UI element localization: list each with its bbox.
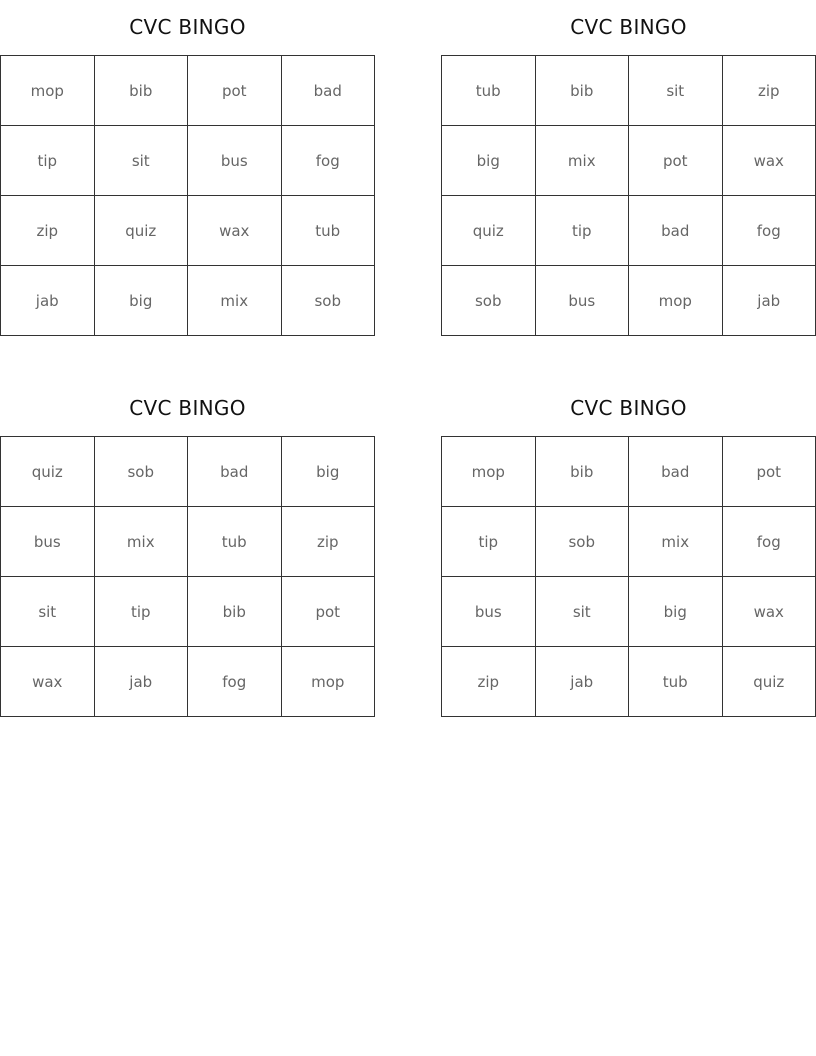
bingo-cell: sit bbox=[629, 56, 723, 126]
card-title: CVC BINGO bbox=[570, 15, 687, 39]
bingo-grid bbox=[441, 55, 816, 336]
bingo-cell: bad bbox=[629, 437, 723, 507]
bingo-grid bbox=[0, 55, 375, 336]
bingo-cell: quiz bbox=[723, 647, 816, 717]
bingo-cell: fog bbox=[723, 507, 816, 577]
bingo-cell: zip bbox=[723, 56, 816, 126]
bingo-cell: big bbox=[629, 577, 723, 647]
bingo-cell: mix bbox=[188, 266, 282, 336]
bingo-card-3 bbox=[0, 381, 375, 717]
bingo-cell: mop bbox=[282, 647, 376, 717]
bingo-cell: jab bbox=[95, 647, 189, 717]
bingo-cell: mix bbox=[629, 507, 723, 577]
bingo-cell: tip bbox=[95, 577, 189, 647]
bingo-grid bbox=[0, 436, 375, 717]
bingo-cell: tub bbox=[188, 507, 282, 577]
bingo-cell: quiz bbox=[1, 437, 95, 507]
bingo-cell: sob bbox=[442, 266, 536, 336]
bingo-cell: bus bbox=[188, 126, 282, 196]
bingo-cell: zip bbox=[282, 507, 376, 577]
bingo-cell: jab bbox=[536, 647, 630, 717]
bingo-cell: quiz bbox=[442, 196, 536, 266]
bingo-cell: pot bbox=[188, 56, 282, 126]
bingo-card-2 bbox=[441, 0, 816, 336]
bingo-cell: tub bbox=[629, 647, 723, 717]
bingo-cell: sit bbox=[1, 577, 95, 647]
bingo-cell: bad bbox=[188, 437, 282, 507]
bingo-cell: tub bbox=[442, 56, 536, 126]
bingo-cell: zip bbox=[442, 647, 536, 717]
bingo-cell: mop bbox=[629, 266, 723, 336]
bingo-cell: fog bbox=[723, 196, 816, 266]
bingo-cell: zip bbox=[1, 196, 95, 266]
bingo-cell: bib bbox=[536, 437, 630, 507]
bingo-cell: big bbox=[442, 126, 536, 196]
bingo-cell: tip bbox=[536, 196, 630, 266]
bingo-cell: wax bbox=[1, 647, 95, 717]
bingo-cell: pot bbox=[282, 577, 376, 647]
card-title: CVC BINGO bbox=[129, 396, 246, 420]
bingo-cell: sob bbox=[282, 266, 376, 336]
bingo-cell: bib bbox=[95, 56, 189, 126]
bingo-cell: jab bbox=[1, 266, 95, 336]
bingo-cell: big bbox=[282, 437, 376, 507]
bingo-cell: sit bbox=[536, 577, 630, 647]
bingo-cell: mop bbox=[442, 437, 536, 507]
card-title: CVC BINGO bbox=[570, 396, 687, 420]
bingo-cell: tip bbox=[442, 507, 536, 577]
bingo-cell: bib bbox=[188, 577, 282, 647]
bingo-cell: fog bbox=[282, 126, 376, 196]
bingo-cell: sob bbox=[536, 507, 630, 577]
bingo-cell: mix bbox=[95, 507, 189, 577]
bingo-cell: sob bbox=[95, 437, 189, 507]
bingo-cell: mix bbox=[536, 126, 630, 196]
bingo-cell: pot bbox=[629, 126, 723, 196]
bingo-cell: bad bbox=[282, 56, 376, 126]
bingo-cell: bus bbox=[536, 266, 630, 336]
bingo-cell: pot bbox=[723, 437, 816, 507]
bingo-cell: wax bbox=[188, 196, 282, 266]
bingo-cell: quiz bbox=[95, 196, 189, 266]
bingo-cell: bad bbox=[629, 196, 723, 266]
bingo-cell: mop bbox=[1, 56, 95, 126]
card-title: CVC BINGO bbox=[129, 15, 246, 39]
bingo-cell: bib bbox=[536, 56, 630, 126]
bingo-cell: tub bbox=[282, 196, 376, 266]
bingo-card-4 bbox=[441, 381, 816, 717]
bingo-cell: wax bbox=[723, 126, 816, 196]
bingo-cell: big bbox=[95, 266, 189, 336]
bingo-cell: bus bbox=[1, 507, 95, 577]
bingo-card-1 bbox=[0, 0, 375, 336]
bingo-cell: wax bbox=[723, 577, 816, 647]
bingo-cell: bus bbox=[442, 577, 536, 647]
bingo-cell: fog bbox=[188, 647, 282, 717]
bingo-grid bbox=[441, 436, 816, 717]
bingo-cell: sit bbox=[95, 126, 189, 196]
bingo-cell: jab bbox=[723, 266, 816, 336]
bingo-cell: tip bbox=[1, 126, 95, 196]
